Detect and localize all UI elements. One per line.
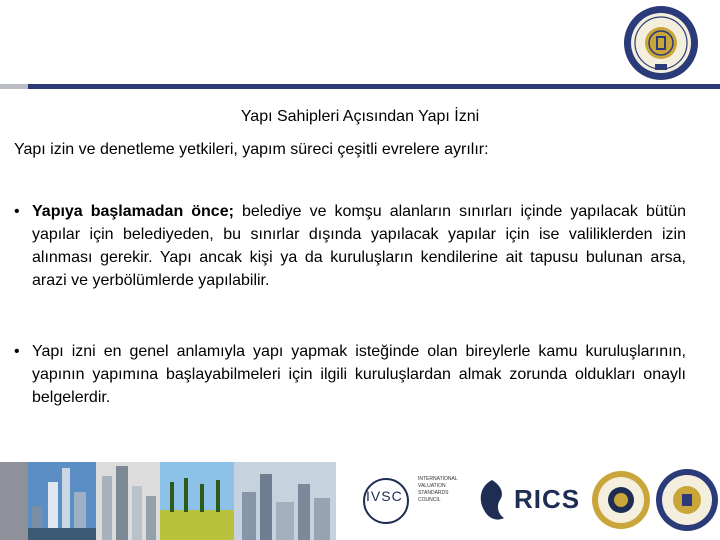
- bullet-lead: Yapıya başlamadan önce;: [32, 203, 234, 220]
- city-photo-2: [96, 462, 160, 540]
- ankara-university-seal-icon: [622, 4, 700, 82]
- list-item: [14, 200, 686, 292]
- bullet-list: [14, 200, 686, 457]
- slide-title: Yapı Sahipleri Açısından Yapı İzni: [240, 108, 480, 125]
- ivsc-logo-text: IVSC: [366, 488, 403, 504]
- nature-photo: [160, 462, 234, 540]
- city-photo-3: [234, 462, 336, 540]
- bullet-body: Yapı izni en genel anlamıyla yapı yapmak isteğinde olan bireylerle kamu kuruluşlarının, yapının yapımına başlayabilmeleri için ilgili kuruluşlardan almak zorunda oldukları onaylı belgelerdir.: [32, 343, 686, 406]
- photo-grey: [0, 462, 28, 540]
- footer-strip: [0, 462, 720, 540]
- top-bar-navy: [28, 84, 720, 89]
- bullet-marker: •: [14, 343, 20, 360]
- list-item: [14, 340, 686, 409]
- rics-lion-icon: [474, 478, 510, 524]
- footer-logos: [336, 462, 720, 540]
- bullet-marker: •: [14, 203, 20, 220]
- top-bar-grey: [0, 84, 28, 89]
- city-photo-1: [28, 462, 96, 540]
- ankara-university-seal-icon: [654, 466, 720, 534]
- ivsc-logo-subtext: INTERNATIONAL VALUATION STANDARDS COUNCIL: [418, 476, 458, 503]
- intro-text: Yapı izin ve denetleme yetkileri, yapım süreci çeşitli evrelere ayrılır:: [14, 141, 489, 158]
- footer-photos: [0, 462, 336, 540]
- seal-icon: [590, 468, 652, 532]
- bullet-body: belediye ve komşu alanların sınırları içinde yapılacak bütün yapılar için belediyeden, bu sınırlar dışında yapılacak yapılar için ise valiliklerden izin alınması gerekir. Yapı ancak kişi ya da kuruluşların kendilerine ait tapusu bulunan arsa, arazi ve yerbölümlerde yapılabilir.: [32, 203, 687, 289]
- top-bar: [0, 84, 720, 89]
- bullet-text: [32, 200, 686, 292]
- bullet-text: [32, 340, 686, 409]
- rics-logo-text: RICS: [514, 484, 581, 514]
